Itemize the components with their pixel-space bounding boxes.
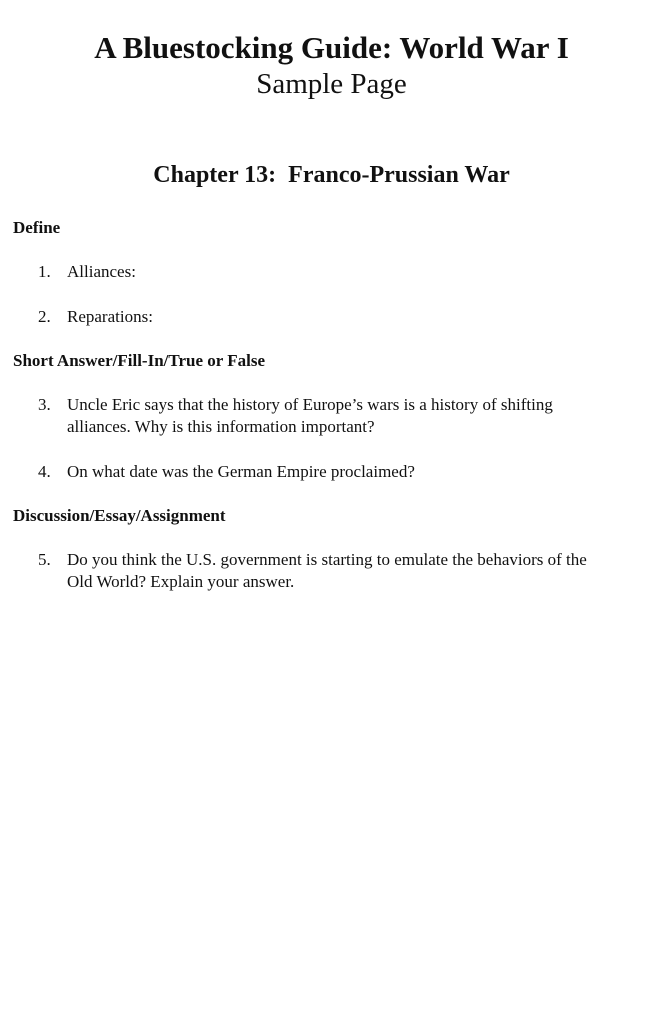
question-number: 2.: [38, 307, 51, 326]
question-number: 4.: [38, 462, 51, 481]
question-number: 3.: [38, 395, 51, 414]
section-heading-discussion: Discussion/Essay/Assignment: [13, 506, 226, 525]
question-number: 1.: [38, 262, 51, 281]
question-text: Alliances:: [67, 262, 136, 281]
document-title: A Bluestocking Guide: World War I: [94, 30, 569, 65]
question-text: Reparations:: [67, 307, 153, 326]
question-text: On what date was the German Empire proclaimed?: [67, 462, 415, 481]
chapter-title: Chapter 13: Franco-Prussian War: [153, 162, 510, 188]
section-heading-define: Define: [13, 218, 61, 237]
question-number: 5.: [38, 550, 51, 569]
question-text: Uncle Eric says that the history of Europe’s wars is a history of shifting alliances. Why is this information important?: [67, 395, 553, 436]
question-text: Do you think the U.S. government is starting to emulate the behaviors of the Old World? Explain your answer.: [67, 550, 587, 591]
document-subtitle: Sample Page: [256, 68, 407, 100]
section-heading-short-answer: Short Answer/Fill-In/True or False: [13, 351, 266, 370]
